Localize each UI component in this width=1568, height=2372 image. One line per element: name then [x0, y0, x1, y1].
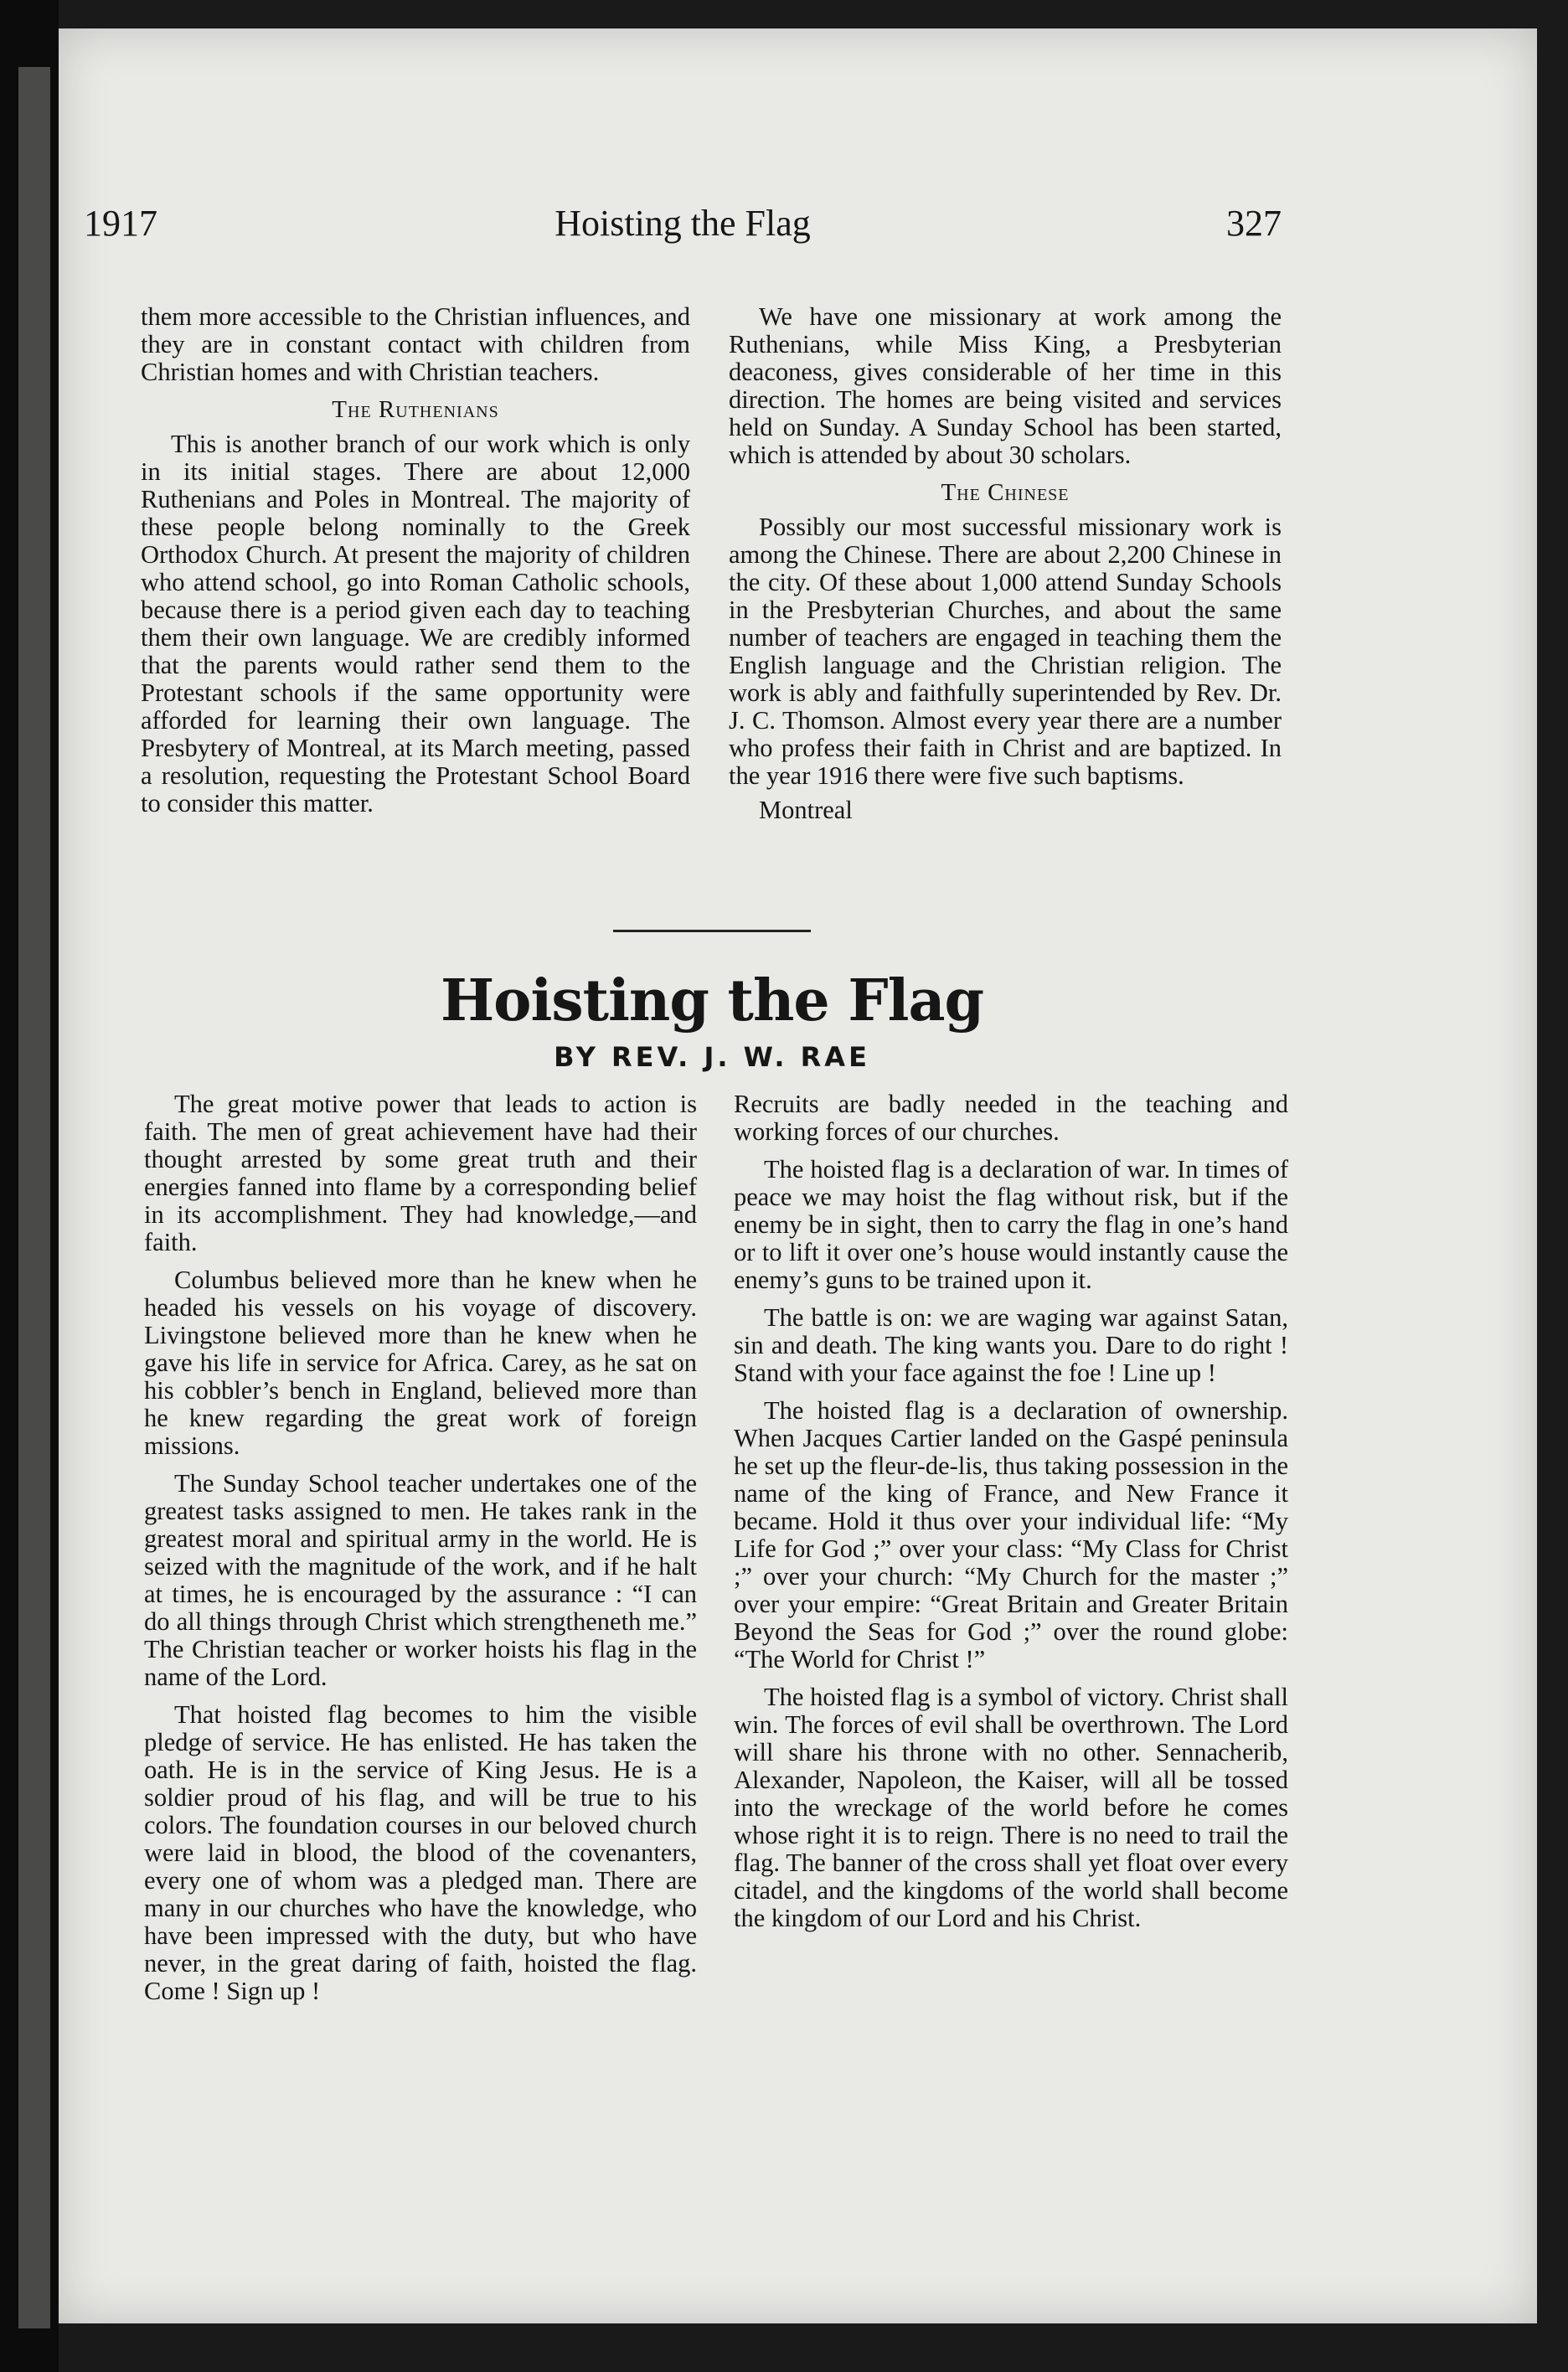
paragraph: Possibly our most successful missionary work is among the Chinese. There are about 2,200 Chinese in the city. Of these about 1,000 attend Sunday Schools in the Presbyterian Churches, and about the same number of teachers are engaged in teaching them the English language and the Christian religion. The work is ably and faithfully superintended by Rev. Dr. J. C. Thomson. Almost every year there are a number who profess their faith in Christ and are baptized. In the year 1916 there were five such baptisms.: [729, 513, 1282, 790]
paragraph: The hoisted flag is a declaration of war. In times of peace we may hoist the flag without risk, but if the enemy be in sight, then to carry the flag in one’s hand or to lift it over one’s house would instantly cause the enemy’s guns to be trained upon it.: [734, 1155, 1288, 1294]
paragraph: Columbus believed more than he knew when he headed his vessels on his voyage of discovery. Livingstone believed more than he knew when he gave his life in service for Africa. Carey, as he sat on his cobbler’s bench in England, believed more than he knew regarding the great work of foreign missions.: [144, 1266, 697, 1460]
paragraph: The hoisted flag is a declaration of ownership. When Jacques Cartier landed on the Gaspé peninsula he set up the fleur-de-lis, thus taking possession in the name of the king of France, and New France it became. Hold it thus over your individual life: “My Life for God ;” over your class: “My Class for Christ ;” over your church: “My Church for the master ;” over your empire: “Great Britain and Greater Britain Beyond the Seas for God ;” over the round globe: “The World for Christ !”: [734, 1396, 1288, 1673]
article-title: Hoisting the Flag: [440, 967, 984, 1034]
paragraph: Recruits are badly needed in the teaching and working forces of our churches.: [734, 1090, 1288, 1146]
place-signature: Montreal: [759, 796, 853, 824]
header-year: 1917: [84, 203, 157, 244]
top-left-column: [141, 303, 690, 817]
header-title: Hoisting the Flag: [554, 203, 811, 244]
paragraph: The battle is on: we are waging war against Satan, sin and death. The king wants you. Dare to do right ! Stand with your face against the foe ! Line up !: [734, 1303, 1288, 1387]
section-heading-chinese: The Chinese: [941, 479, 1070, 506]
page-edge: [18, 67, 50, 2328]
paragraph: This is another branch of our work which is only in its initial stages. There are about 12,000 Ruthenians and Poles in Montreal. The majority of these people belong nominally to the Greek Orthodox Church. At present the majority of children who attend school, go into Roman Catholic schools, because there is a period given each day to teaching them their own language. We are credibly informed that the parents would rather send them to the Protestant schools if the same opportunity were afforded for learning their own language. The Presbytery of Montreal, at its March meeting, passed a resolution, requesting the Protestant School Board to consider this matter.: [141, 430, 690, 817]
paragraph: That hoisted flag becomes to him the visible pledge of service. He has enlisted. He has taken the oath. He is in the service of King Jesus. He is a soldier proud of his flag, and will be true to his colors. The foundation courses in our beloved church were laid in blood, the blood of the covenanters, every one of whom was a pledged man. There are many in our churches who have the knowledge, who have been impressed with the duty, but who have never, in the great daring of faith, hoisted the flag. Come ! Sign up !: [144, 1700, 697, 2005]
paragraph: The hoisted flag is a symbol of victory. Christ shall win. The forces of evil shall be overthrown. The Lord will share his throne with no other. Sennacherib, Alexander, Napoleon, the Kaiser, will all be tossed into the wreckage of the world before he comes whose right it is to reign. There is no need to trail the flag. The banner of the cross shall yet float over every citadel, and the kingdoms of the world shall become the kingdom of our Lord and his Christ.: [734, 1683, 1288, 1932]
paragraph: The great motive power that leads to action is faith. The men of great achievement have had their thought arrested by some great truth and their energies fanned into flame by a corresponding belief in its accomplishment. They had knowledge,—and faith.: [144, 1090, 697, 1256]
article-byline: BY REV. J. W. RAE: [554, 1041, 870, 1073]
section-heading-ruthenians: The Ruthenians: [332, 396, 499, 423]
continued-paragraph: them more accessible to the Christian influences, and they are in constant contact with children from Christian homes and with Christian teachers.: [141, 302, 690, 386]
book-spine: [0, 0, 59, 2372]
running-header: [84, 194, 1282, 253]
page-number: 327: [1226, 203, 1282, 244]
section-divider: [613, 930, 811, 932]
article-right-column: [734, 1091, 1288, 1932]
article-left-column: [144, 1091, 697, 2005]
paragraph: The Sunday School teacher undertakes one of the greatest tasks assigned to men. He takes rank in the greatest moral and spiritual army in the world. He is seized with the magnitude of the work, and if he halt at times, he is encouraged by the assurance : “I can do all things through Christ which strengtheneth me.” The Christian teacher or worker hoists his flag in the name of the Lord.: [144, 1469, 697, 1691]
paragraph: We have one missionary at work among the Ruthenians, while Miss King, a Presbyterian deaconess, gives considerable of her time in this direction. The homes are being visited and services held on Sunday. A Sunday School has been started, which is attended by about 30 scholars.: [729, 302, 1282, 469]
top-right-column: [729, 303, 1282, 824]
